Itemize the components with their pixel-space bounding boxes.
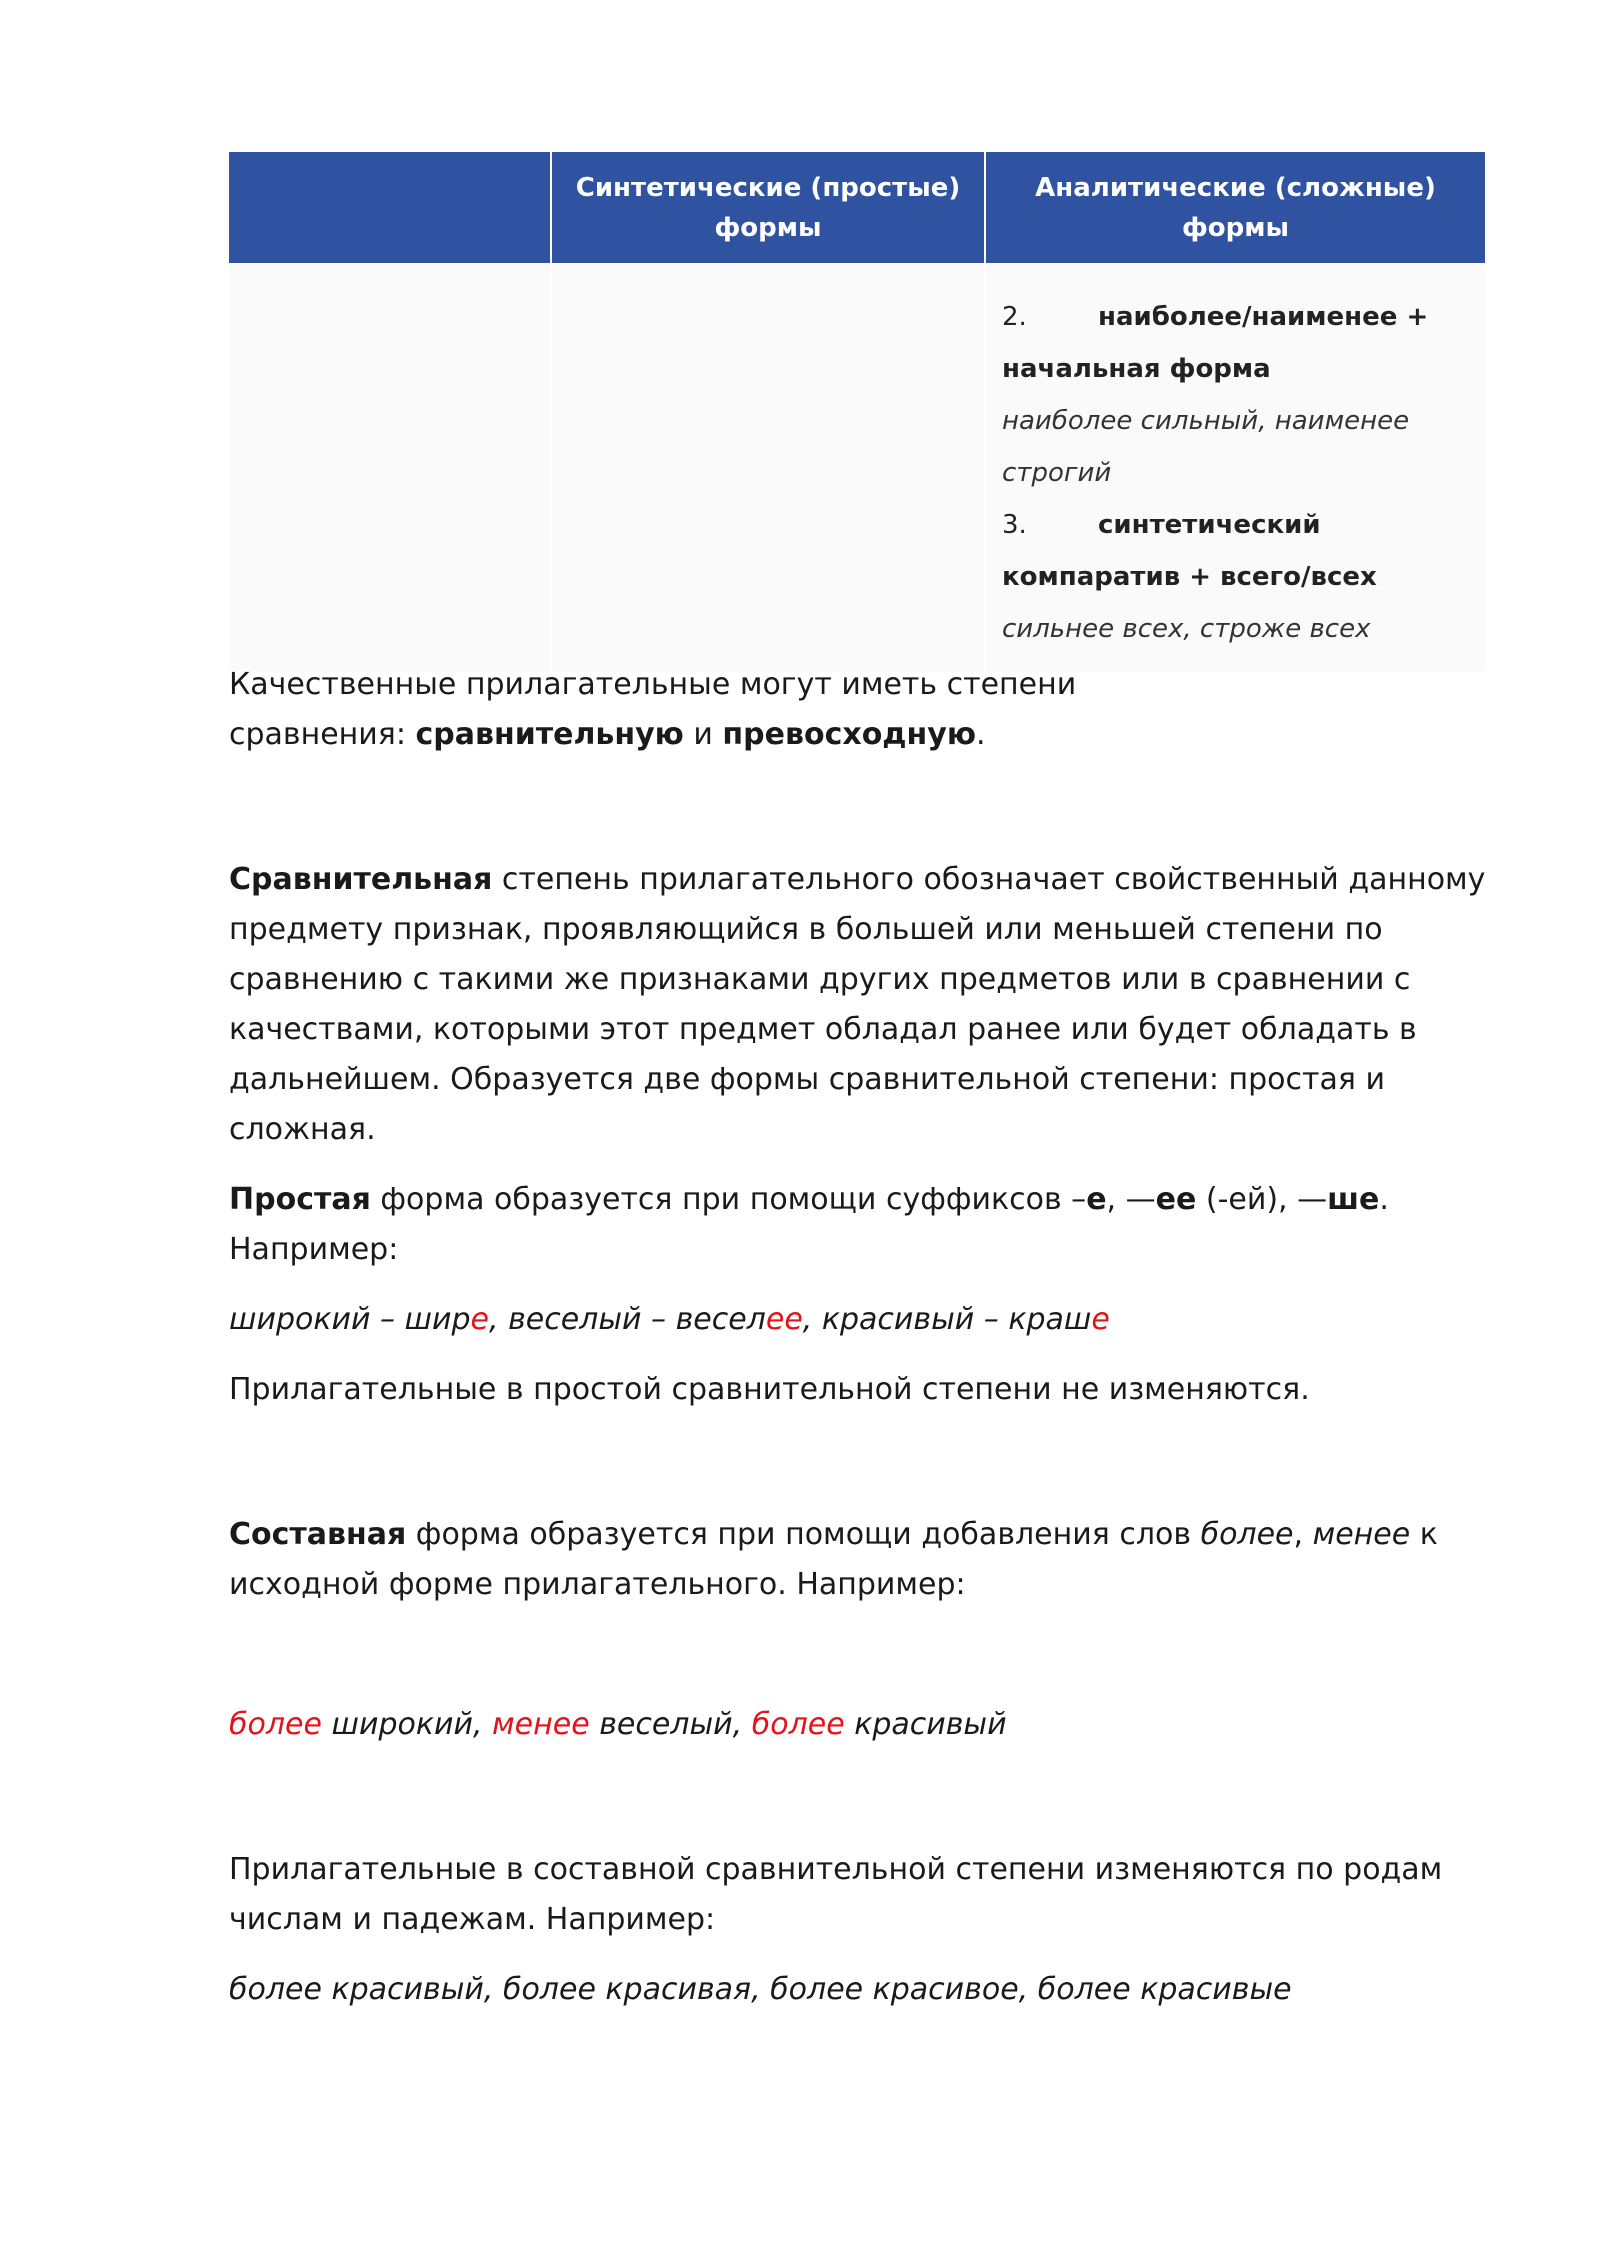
analytic-item-3 bbox=[1002, 499, 1469, 655]
example-ending: ее bbox=[765, 1302, 803, 1337]
gender-number-examples: более красивый, более красивая, более красивое, более красивые bbox=[229, 1972, 1292, 2007]
example-word: , веселый – весел bbox=[489, 1302, 766, 1337]
comparative-text: степень прилагательного обозначает свойственный данному предмету признак, проявляющийся в большей или меньшей степени по сравнению с такими же признаками других предметов или в сравнении с качествами, которыми этот предмет обладал ранее или будет обладать в дальнейшем. Образуется две формы сравнительной степени: простая и сложная. bbox=[229, 862, 1486, 1147]
simple-form-paragraph bbox=[229, 1175, 1489, 1275]
example-word: красивый bbox=[844, 1707, 1007, 1742]
example-ending: е bbox=[470, 1302, 489, 1337]
item-rule: наиболее/наименее + начальная форма bbox=[1002, 302, 1429, 384]
comparison-forms-table bbox=[229, 152, 1485, 671]
suffix-she: ше bbox=[1327, 1182, 1380, 1217]
simple-text: . bbox=[1379, 1182, 1389, 1217]
intro-text: и bbox=[683, 717, 723, 752]
example-word: , красивый – краш bbox=[802, 1302, 1092, 1337]
compound-text: форма образуется при помощи добавления слов bbox=[406, 1517, 1201, 1552]
compound-text: , bbox=[1293, 1517, 1313, 1552]
table-header-empty bbox=[229, 152, 551, 264]
simple-text: форма образуется при помощи суффиксов – bbox=[370, 1182, 1087, 1217]
compound-term: Составная bbox=[229, 1517, 407, 1552]
item-number: 3. bbox=[1002, 510, 1027, 540]
item-example: сильнее всех, строже всех bbox=[1002, 614, 1371, 644]
example-word: веселый, bbox=[589, 1707, 752, 1742]
intro-text: . bbox=[976, 717, 986, 752]
compound-word-bolee: более bbox=[1200, 1517, 1294, 1552]
example-word: широкий, bbox=[321, 1707, 493, 1742]
simple-text: , — bbox=[1106, 1182, 1156, 1217]
simple-text: Например: bbox=[229, 1232, 399, 1267]
intro-bold-superlative: превосходную bbox=[722, 717, 976, 752]
table-cell-label bbox=[229, 264, 551, 671]
compound-note-examples bbox=[229, 1965, 1489, 2015]
example-modifier: более bbox=[229, 1707, 322, 1742]
simple-form-note: Прилагательные в простой сравнительной степени не изменяются. bbox=[229, 1372, 1310, 1407]
table-row bbox=[229, 264, 1485, 671]
suffix-ee: ее bbox=[1155, 1182, 1197, 1217]
example-word: широкий – шир bbox=[229, 1302, 471, 1337]
example-ending: е bbox=[1091, 1302, 1110, 1337]
item-example: наиболее сильный, наименее строгий bbox=[1002, 406, 1410, 488]
compound-form-note: Прилагательные в составной сравнительной степени изменяются по родам числам и падежам. Например: bbox=[229, 1852, 1443, 1937]
intro-paragraph bbox=[229, 660, 1489, 760]
comparative-paragraph bbox=[229, 855, 1489, 1155]
example-modifier: более bbox=[751, 1707, 845, 1742]
analytic-item-2 bbox=[1002, 291, 1469, 499]
compound-word-menee: менее bbox=[1312, 1517, 1411, 1552]
table-cell-analytic bbox=[985, 264, 1485, 671]
simple-form-examples bbox=[229, 1295, 1489, 1345]
intro-text: Качественные прилагательные могут иметь степени bbox=[229, 667, 1077, 702]
example-modifier: менее bbox=[492, 1707, 590, 1742]
compound-text: к исходной форме прилагательного. Например: bbox=[229, 1517, 1438, 1602]
intro-text: сравнения: bbox=[229, 717, 416, 752]
item-rule: синтетический компаратив + всего/всех bbox=[1002, 510, 1377, 592]
table-cell-synthetic bbox=[551, 264, 985, 671]
table-header-analytic: Аналитические (сложные) формы bbox=[985, 152, 1485, 264]
simple-text: (-ей), — bbox=[1196, 1182, 1328, 1217]
table-header-row bbox=[229, 152, 1485, 264]
table-header-synthetic: Синтетические (простые) формы bbox=[551, 152, 985, 264]
suffix-e: е bbox=[1086, 1182, 1107, 1217]
intro-bold-comparative: сравнительную bbox=[415, 717, 684, 752]
comparative-term: Сравнительная bbox=[229, 862, 493, 897]
simple-term: Простая bbox=[229, 1182, 371, 1217]
compound-form-paragraph bbox=[229, 1510, 1489, 1610]
item-number: 2. bbox=[1002, 302, 1027, 332]
compound-form-examples bbox=[229, 1700, 1489, 1750]
